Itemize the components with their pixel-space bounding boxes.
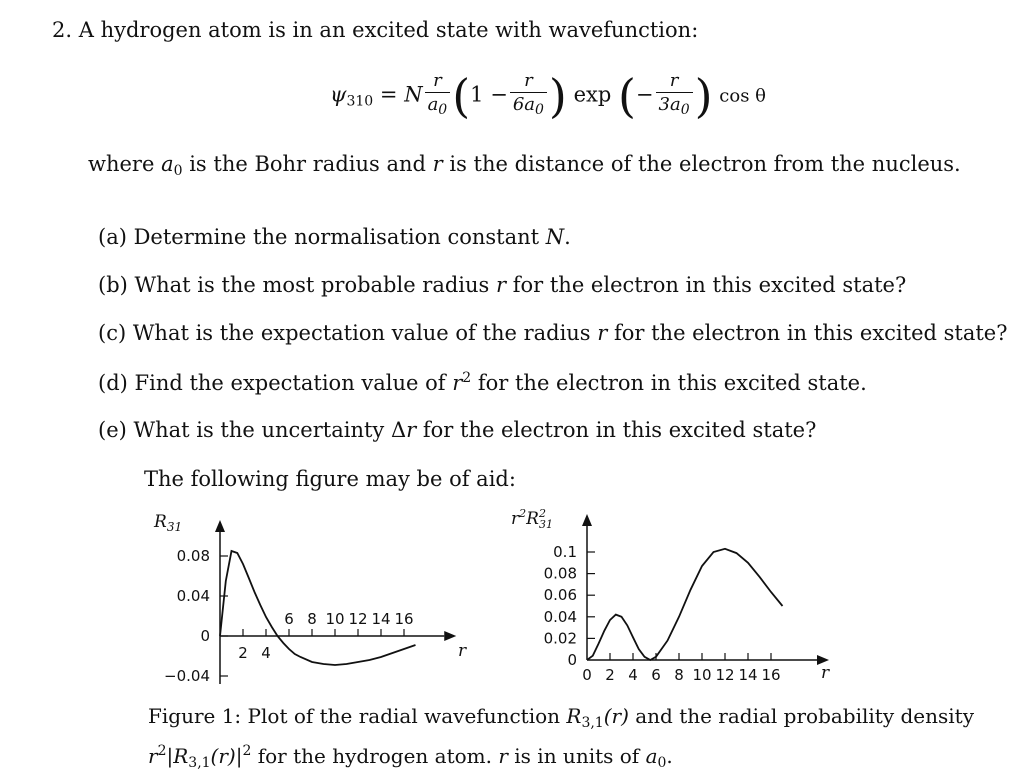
part-a-var: N	[545, 225, 565, 249]
caption-l2-rvar: r	[498, 744, 508, 768]
chart1-series-line	[220, 551, 416, 665]
chart2-ytick-label: 0.08	[543, 564, 577, 583]
chart1-xtick-label: 6	[284, 610, 294, 628]
chart2-ytick-label: 0.1	[553, 543, 577, 561]
where-pre: where	[88, 152, 162, 176]
wavefunction-equation: $\psi_{310} = N$ $\frac{r}{a_0}$ (1 − $\frac{r}{6a_0}$ ) exp (− $\frac{r}{3a_0}$ ) cos θ	[330, 69, 766, 123]
chart1-xtick-label: 16	[394, 610, 414, 628]
chart2-xtick-label: 14	[738, 666, 758, 684]
chart1-x-arrow	[444, 631, 456, 641]
part-d-var: r	[452, 371, 463, 395]
chart2-ytick-label: 0	[567, 651, 577, 669]
part-e	[98, 418, 816, 442]
eq-frac3-num: r	[656, 70, 693, 93]
where-r: r	[432, 152, 443, 176]
chart-radial-probability	[505, 500, 845, 700]
chart1-ytick-label: 0.08	[176, 547, 210, 565]
eq-equals: =	[379, 82, 398, 107]
part-d-text: Find the expectation value of	[134, 371, 453, 395]
caption-l2-a: a	[645, 744, 658, 768]
chart1-xtick-label: 2	[238, 644, 248, 662]
figure-caption	[148, 702, 998, 777]
eq-frac2-den-sub: 0	[535, 102, 544, 118]
caption-label: Figure 1:	[148, 704, 242, 728]
part-d-sup: 2	[462, 370, 472, 386]
eq-frac3-den: 3a	[658, 94, 681, 115]
chart2-xtick-label: 4	[628, 666, 638, 684]
caption-l2-r: r	[148, 744, 158, 768]
caption-l2-arg: (r)|	[210, 744, 243, 768]
eq-frac1-num: r	[425, 70, 451, 93]
where-a0: a	[161, 152, 174, 176]
part-c-var: r	[597, 321, 608, 345]
chart2-xtick-label: 2	[605, 666, 615, 684]
part-d	[98, 370, 867, 395]
eq-frac1-den: a	[427, 94, 439, 115]
chart2-ytick-label: 0.02	[543, 629, 577, 648]
part-d-label: (d)	[98, 371, 128, 395]
chart2-xtick-label: 8	[674, 666, 684, 684]
chart2-xtick-label: 0	[582, 666, 592, 684]
part-b-text: What is the most probable radius	[134, 273, 497, 297]
caption-line1	[148, 702, 998, 737]
where-line	[88, 152, 961, 179]
chart2-ytick-label: 0.06	[543, 586, 577, 605]
chart2-y-arrow	[582, 514, 592, 526]
part-e-label: (e)	[98, 418, 127, 442]
chart2-xtick-label: 16	[761, 666, 781, 684]
caption-l2-end: .	[666, 744, 673, 768]
chart2-ytick-label: 0.04	[543, 607, 577, 626]
part-b-tail: for the electron in this excited state?	[506, 273, 907, 297]
eq-frac1	[425, 70, 451, 122]
chart1-y-arrow	[215, 520, 225, 532]
chart1-xtick-label: 10	[325, 610, 345, 628]
chart1-xtick-label: 12	[348, 610, 368, 628]
part-a-tail: .	[564, 225, 571, 249]
chart2-xtick-label: 6	[651, 666, 661, 684]
chart1-xtick-label: 14	[371, 610, 391, 628]
eq-frac2-den: 6a	[512, 94, 535, 115]
eq-minus: −	[635, 82, 654, 107]
where-a0-sub: 0	[173, 163, 183, 179]
part-c-label: (c)	[98, 321, 127, 345]
chart2-ylabel: $r^2R^2$ 31	[511, 507, 553, 531]
chart1-ytick-label: −0.04	[164, 667, 210, 685]
eq-frac2	[510, 70, 547, 122]
part-a-text: Determine the normalisation constant	[133, 225, 546, 249]
eq-one-minus: 1 −	[470, 82, 508, 107]
eq-N: N	[404, 82, 423, 107]
problem-intro: A hydrogen atom is in an excited state with wavefunction:	[78, 18, 699, 42]
part-c-text: What is the expectation value of the radius	[132, 321, 598, 345]
caption-l2-sup1: 2	[157, 743, 167, 759]
part-a	[98, 225, 571, 249]
where-post: is the distance of the electron from the nucleus.	[442, 152, 961, 176]
eq-exp: exp	[573, 82, 612, 107]
part-b	[98, 273, 906, 297]
part-e-var: r	[406, 418, 417, 442]
caption-R: R	[566, 704, 582, 728]
caption-l2-mid: |R	[166, 744, 189, 768]
chart2-xlabel: r	[821, 663, 830, 683]
part-d-tail: for the electron in this excited state.	[471, 371, 867, 395]
eq-psi: ψ	[330, 82, 347, 107]
caption-l2-sup2: 2	[242, 743, 252, 759]
where-mid: is the Bohr radius and	[182, 152, 433, 176]
caption-l2-tail: is in units of	[507, 744, 646, 768]
part-c	[98, 321, 1007, 345]
chart2-xtick-label: 12	[715, 666, 735, 684]
figure-intro: The following figure may be of aid:	[144, 467, 516, 491]
problem-header	[52, 18, 698, 42]
chart2-series-line	[587, 549, 783, 660]
chart-radial-wavefunction	[140, 500, 490, 700]
caption-text2: and the radial probability density	[628, 704, 975, 728]
caption-R-sub: 3,1	[581, 715, 604, 731]
caption-l2-a-sub: 0	[657, 755, 667, 771]
caption-line2	[148, 737, 998, 777]
eq-psi-sub: 310	[346, 93, 374, 110]
problem-number: 2.	[52, 18, 73, 42]
eq-cos: cos θ	[719, 85, 766, 107]
eq-frac1-den-sub: 0	[438, 102, 448, 118]
caption-l2-sub: 3,1	[188, 755, 211, 771]
part-c-tail: for the electron in this excited state?	[607, 321, 1008, 345]
part-b-label: (b)	[98, 273, 128, 297]
eq-frac3	[656, 70, 693, 122]
chart1-ytick-label: 0	[200, 627, 210, 645]
caption-l2-text: for the hydrogen atom.	[251, 744, 499, 768]
chart1-ytick-label: 0.04	[176, 587, 210, 605]
eq-frac3-den-sub: 0	[680, 102, 690, 118]
part-b-var: r	[496, 273, 507, 297]
chart2-xtick-label: 10	[692, 666, 712, 684]
caption-text1: Plot of the radial wavefunction	[241, 704, 567, 728]
caption-arg: (r)	[603, 704, 629, 728]
part-a-label: (a)	[98, 225, 127, 249]
part-e-text: What is the uncertainty Δ	[133, 418, 407, 442]
chart1-xlabel: r	[458, 641, 467, 661]
part-e-tail: for the electron in this excited state?	[416, 418, 817, 442]
chart1-ylabel: $R_{31}$	[154, 512, 183, 534]
eq-frac2-num: r	[510, 70, 547, 93]
chart1-xtick-label: 8	[307, 610, 317, 628]
chart1-xtick-label: 4	[261, 644, 271, 662]
